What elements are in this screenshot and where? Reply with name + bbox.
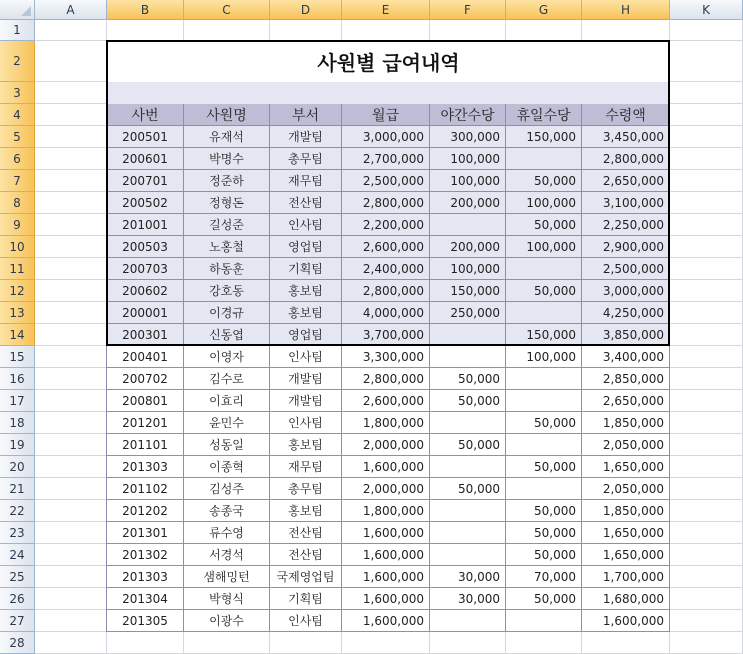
table-cell[interactable]: 이광수 (184, 610, 270, 632)
table-cell[interactable]: 2,000,000 (342, 478, 430, 500)
table-cell[interactable] (506, 258, 582, 280)
table-cell[interactable]: 200703 (107, 258, 184, 280)
table-cell[interactable]: 전산팀 (270, 192, 342, 214)
table-row-left-border (106, 434, 107, 456)
table-row-left-border (106, 258, 107, 280)
row-header-18[interactable]: 18 (0, 412, 35, 434)
table-cell[interactable]: 1,800,000 (342, 412, 430, 434)
table-cell[interactable] (430, 456, 506, 478)
table-cell[interactable]: 2,500,000 (342, 170, 430, 192)
table-cell[interactable]: 강호동 (184, 280, 270, 302)
table-cell[interactable]: 개발팀 (270, 390, 342, 412)
table-cell[interactable]: 성동일 (184, 434, 270, 456)
table-row-left-border (106, 412, 107, 434)
table-cell[interactable]: 250,000 (430, 302, 506, 324)
table-cell[interactable]: 국제영업팀 (270, 566, 342, 588)
table-cell[interactable]: 2,400,000 (342, 258, 430, 280)
table-cell[interactable]: 유재석 (184, 126, 270, 148)
row-header-26[interactable]: 26 (0, 588, 35, 610)
table-cell[interactable]: 200,000 (430, 192, 506, 214)
table-cell[interactable]: 50,000 (430, 390, 506, 412)
table-cell[interactable]: 1,600,000 (342, 544, 430, 566)
table-cell[interactable]: 50,000 (506, 522, 582, 544)
table-cell[interactable]: 2,900,000 (582, 236, 670, 258)
row-header-15[interactable]: 15 (0, 346, 35, 368)
table-cell[interactable]: 재무팀 (270, 170, 342, 192)
table-cell[interactable] (506, 148, 582, 170)
row-header-24[interactable]: 24 (0, 544, 35, 566)
table-row-left-border (106, 148, 107, 170)
column-header-k[interactable]: K (670, 0, 743, 20)
table-cell[interactable] (506, 368, 582, 390)
table-cell[interactable]: 3,400,000 (582, 346, 670, 368)
table-cell[interactable]: 길성준 (184, 214, 270, 236)
table-cell[interactable] (506, 390, 582, 412)
table-cell[interactable]: 200601 (107, 148, 184, 170)
table-cell[interactable]: 201001 (107, 214, 184, 236)
table-cell[interactable]: 인사팀 (270, 214, 342, 236)
table-cell[interactable]: 총무팀 (270, 148, 342, 170)
table-cell[interactable]: 홍보팀 (270, 434, 342, 456)
table-cell[interactable] (430, 544, 506, 566)
row-header-17[interactable]: 17 (0, 390, 35, 412)
table-row-left-border (106, 478, 107, 500)
table-cell[interactable]: 100,000 (430, 258, 506, 280)
table-cell[interactable]: 2,800,000 (342, 368, 430, 390)
table-cell[interactable]: 인사팀 (270, 346, 342, 368)
row-header-9[interactable]: 9 (0, 214, 35, 236)
table-cell[interactable]: 50,000 (506, 280, 582, 302)
table-header-6: 휴일수당 (506, 104, 582, 126)
table-header-7: 수령액 (582, 104, 670, 126)
row-header-6[interactable]: 6 (0, 148, 35, 170)
table-cell[interactable]: 50,000 (506, 412, 582, 434)
table-cell[interactable]: 300,000 (430, 126, 506, 148)
table-cell[interactable]: 전산팀 (270, 522, 342, 544)
table-cell[interactable]: 1,850,000 (582, 500, 670, 522)
table-cell[interactable] (506, 434, 582, 456)
table-cell[interactable]: 2,000,000 (342, 434, 430, 456)
table-cell[interactable]: 50,000 (506, 500, 582, 522)
table-row-left-border (106, 236, 107, 258)
table-cell[interactable]: 박명수 (184, 148, 270, 170)
row-header-23[interactable]: 23 (0, 522, 35, 544)
table-cell[interactable]: 50,000 (430, 368, 506, 390)
table-cell[interactable]: 샘해밍턴 (184, 566, 270, 588)
table-cell[interactable]: 하동훈 (184, 258, 270, 280)
table-cell[interactable]: 신동엽 (184, 324, 270, 346)
table-cell[interactable]: 201303 (107, 456, 184, 478)
table-cell[interactable]: 윤민수 (184, 412, 270, 434)
table-cell[interactable]: 2,800,000 (582, 148, 670, 170)
table-cell[interactable]: 50,000 (506, 456, 582, 478)
table-cell[interactable]: 1,850,000 (582, 412, 670, 434)
table-cell[interactable]: 개발팀 (270, 368, 342, 390)
select-all-icon (21, 6, 31, 16)
table-cell[interactable]: 전산팀 (270, 544, 342, 566)
table-row-left-border (106, 390, 107, 412)
column-header-g[interactable]: G (506, 0, 582, 20)
table-cell[interactable]: 1,600,000 (342, 522, 430, 544)
table-cell[interactable]: 50,000 (430, 434, 506, 456)
table-header-1: 사번 (107, 104, 184, 126)
table-cell[interactable]: 홍보팀 (270, 500, 342, 522)
table-cell[interactable]: 201303 (107, 566, 184, 588)
table-cell[interactable]: 영업팀 (270, 324, 342, 346)
table-cell[interactable]: 1,600,000 (342, 566, 430, 588)
table-row-left-border (106, 214, 107, 236)
row-header-10[interactable]: 10 (0, 236, 35, 258)
table-cell[interactable]: 2,850,000 (582, 368, 670, 390)
table-cell[interactable]: 201302 (107, 544, 184, 566)
table-row-left-border (106, 126, 107, 148)
table-cell[interactable]: 2,200,000 (342, 214, 430, 236)
table-cell[interactable]: 2,650,000 (582, 170, 670, 192)
table-title: 사원별 급여내역 (107, 41, 670, 82)
table-cell[interactable]: 100,000 (506, 192, 582, 214)
table-cell[interactable]: 150,000 (430, 280, 506, 302)
table-cell[interactable]: 200001 (107, 302, 184, 324)
table-row-left-border (106, 500, 107, 522)
row-header-19[interactable]: 19 (0, 434, 35, 456)
table-cell[interactable]: 100,000 (506, 346, 582, 368)
table-cell[interactable]: 3,000,000 (342, 126, 430, 148)
table-cell[interactable]: 노홍철 (184, 236, 270, 258)
table-cell[interactable]: 100,000 (430, 170, 506, 192)
table-cell[interactable]: 200,000 (430, 236, 506, 258)
table-cell[interactable]: 200602 (107, 280, 184, 302)
table-cell[interactable]: 100,000 (506, 236, 582, 258)
table-row-left-border (106, 544, 107, 566)
table-cell[interactable] (506, 478, 582, 500)
table-cell[interactable]: 3,850,000 (582, 324, 670, 346)
table-cell[interactable]: 기획팀 (270, 588, 342, 610)
table-cell[interactable]: 30,000 (430, 588, 506, 610)
table-row-left-border (106, 324, 107, 346)
table-cell[interactable]: 1,600,000 (342, 456, 430, 478)
row-header-21[interactable]: 21 (0, 478, 35, 500)
table-cell[interactable]: 송종국 (184, 500, 270, 522)
table-row-left-border (106, 170, 107, 192)
table-row-left-border (106, 192, 107, 214)
table-header-2: 사원명 (184, 104, 270, 126)
column-header-e[interactable]: E (342, 0, 430, 20)
table-cell[interactable] (430, 500, 506, 522)
table-cell[interactable]: 2,050,000 (582, 434, 670, 456)
table-cell[interactable]: 김성주 (184, 478, 270, 500)
table-cell[interactable]: 이종혁 (184, 456, 270, 478)
table-cell[interactable]: 150,000 (506, 324, 582, 346)
row-header-2[interactable]: 2 (0, 41, 35, 82)
row-header-4[interactable]: 4 (0, 104, 35, 126)
table-cell[interactable]: 2,500,000 (582, 258, 670, 280)
column-header-d[interactable]: D (270, 0, 342, 20)
table-cell[interactable]: 이영자 (184, 346, 270, 368)
row-header-5[interactable]: 5 (0, 126, 35, 148)
table-cell[interactable]: 2,050,000 (582, 478, 670, 500)
row-header-28[interactable]: 28 (0, 632, 35, 654)
column-header-b[interactable]: B (107, 0, 184, 20)
table-cell[interactable]: 150,000 (506, 126, 582, 148)
table-cell[interactable]: 200503 (107, 236, 184, 258)
table-cell[interactable]: 1,800,000 (342, 500, 430, 522)
table-cell[interactable]: 영업팀 (270, 236, 342, 258)
table-cell[interactable]: 201201 (107, 412, 184, 434)
table-cell[interactable]: 정형돈 (184, 192, 270, 214)
table-row-left-border (106, 302, 107, 324)
row-header-20[interactable]: 20 (0, 456, 35, 478)
table-cell[interactable]: 3,450,000 (582, 126, 670, 148)
table-cell[interactable]: 50,000 (430, 478, 506, 500)
table-header-3: 부서 (270, 104, 342, 126)
table-cell[interactable]: 201102 (107, 478, 184, 500)
row-header-8[interactable]: 8 (0, 192, 35, 214)
table-cell[interactable]: 서경석 (184, 544, 270, 566)
column-header-a[interactable]: A (35, 0, 107, 20)
table-cell[interactable]: 200502 (107, 192, 184, 214)
table-cell[interactable]: 총무팀 (270, 478, 342, 500)
table-cell[interactable]: 박형식 (184, 588, 270, 610)
table-cell[interactable]: 인사팀 (270, 610, 342, 632)
table-cell[interactable]: 기획팀 (270, 258, 342, 280)
row-header-3[interactable]: 3 (0, 82, 35, 104)
table-cell[interactable]: 4,000,000 (342, 302, 430, 324)
row-header-27[interactable]: 27 (0, 610, 35, 632)
row-header-14[interactable]: 14 (0, 324, 35, 346)
row-header-16[interactable]: 16 (0, 368, 35, 390)
table-cell[interactable]: 재무팀 (270, 456, 342, 478)
table-cell[interactable]: 50,000 (506, 544, 582, 566)
column-header-c[interactable]: C (184, 0, 270, 20)
table-cell[interactable]: 201301 (107, 522, 184, 544)
table-cell[interactable]: 이효리 (184, 390, 270, 412)
table-cell[interactable]: 200301 (107, 324, 184, 346)
table-cell[interactable] (506, 302, 582, 324)
table-cell[interactable]: 30,000 (430, 566, 506, 588)
table-cell[interactable]: 201101 (107, 434, 184, 456)
table-cell[interactable] (506, 610, 582, 632)
select-all-button[interactable] (0, 0, 35, 20)
table-cell[interactable] (430, 522, 506, 544)
table-cell[interactable]: 1,600,000 (342, 610, 430, 632)
table-cell[interactable]: 1,650,000 (582, 522, 670, 544)
table-cell[interactable]: 100,000 (430, 148, 506, 170)
table-cell[interactable] (430, 324, 506, 346)
table-row-left-border (106, 566, 107, 588)
table-row-left-border (106, 588, 107, 610)
table-cell[interactable]: 1,700,000 (582, 566, 670, 588)
table-row-left-border (106, 456, 107, 478)
table-cell[interactable]: 201202 (107, 500, 184, 522)
row-header-7[interactable]: 7 (0, 170, 35, 192)
table-cell[interactable]: 2,600,000 (342, 390, 430, 412)
table-cell[interactable]: 50,000 (506, 214, 582, 236)
table-cell[interactable]: 정준하 (184, 170, 270, 192)
table-cell[interactable]: 2,600,000 (342, 236, 430, 258)
table-cell[interactable]: 인사팀 (270, 412, 342, 434)
table-cell[interactable]: 2,800,000 (342, 192, 430, 214)
table-cell[interactable]: 1,680,000 (582, 588, 670, 610)
table-cell[interactable]: 류수영 (184, 522, 270, 544)
table-cell[interactable] (430, 610, 506, 632)
table-cell[interactable]: 3,700,000 (342, 324, 430, 346)
column-header-h[interactable]: H (582, 0, 670, 20)
row-header-11[interactable]: 11 (0, 258, 35, 280)
table-header-5: 야간수당 (430, 104, 506, 126)
table-cell[interactable]: 홍보팀 (270, 302, 342, 324)
table-cell[interactable]: 200801 (107, 390, 184, 412)
row-header-12[interactable]: 12 (0, 280, 35, 302)
table-cell[interactable]: 200501 (107, 126, 184, 148)
table-cell[interactable]: 3,300,000 (342, 346, 430, 368)
table-row-left-border (106, 346, 107, 368)
table-cell[interactable]: 201304 (107, 588, 184, 610)
table-cell[interactable]: 70,000 (506, 566, 582, 588)
table-cell[interactable]: 1,600,000 (342, 588, 430, 610)
table-cell[interactable] (430, 214, 506, 236)
table-cell[interactable]: 개발팀 (270, 126, 342, 148)
table-cell[interactable]: 50,000 (506, 588, 582, 610)
row-header-25[interactable]: 25 (0, 566, 35, 588)
table-cell[interactable]: 1,650,000 (582, 544, 670, 566)
table-cell[interactable]: 2,650,000 (582, 390, 670, 412)
table-row-left-border (106, 368, 107, 390)
table-cell[interactable]: 200401 (107, 346, 184, 368)
table-cell[interactable]: 50,000 (506, 170, 582, 192)
row-header-13[interactable]: 13 (0, 302, 35, 324)
table-cell[interactable]: 2,250,000 (582, 214, 670, 236)
table-cell[interactable]: 201305 (107, 610, 184, 632)
table-cell[interactable]: 4,250,000 (582, 302, 670, 324)
table-cell[interactable]: 2,800,000 (342, 280, 430, 302)
table-cell[interactable]: 김수로 (184, 368, 270, 390)
row-header-1[interactable]: 1 (0, 20, 35, 41)
table-cell[interactable]: 홍보팀 (270, 280, 342, 302)
table-row-left-border (106, 522, 107, 544)
table-cell[interactable]: 1,650,000 (582, 456, 670, 478)
table-cell[interactable]: 200702 (107, 368, 184, 390)
table-cell[interactable]: 1,600,000 (582, 610, 670, 632)
table-cell[interactable]: 이경규 (184, 302, 270, 324)
table-cell[interactable]: 3,000,000 (582, 280, 670, 302)
table-cell[interactable]: 200701 (107, 170, 184, 192)
row-header-22[interactable]: 22 (0, 500, 35, 522)
table-cell[interactable]: 2,700,000 (342, 148, 430, 170)
table-header-4: 월급 (342, 104, 430, 126)
table-cell[interactable]: 3,100,000 (582, 192, 670, 214)
table-cell[interactable] (430, 412, 506, 434)
table-row-left-border (106, 280, 107, 302)
table-cell[interactable] (430, 346, 506, 368)
table-row-left-border (106, 610, 107, 632)
column-header-f[interactable]: F (430, 0, 506, 20)
